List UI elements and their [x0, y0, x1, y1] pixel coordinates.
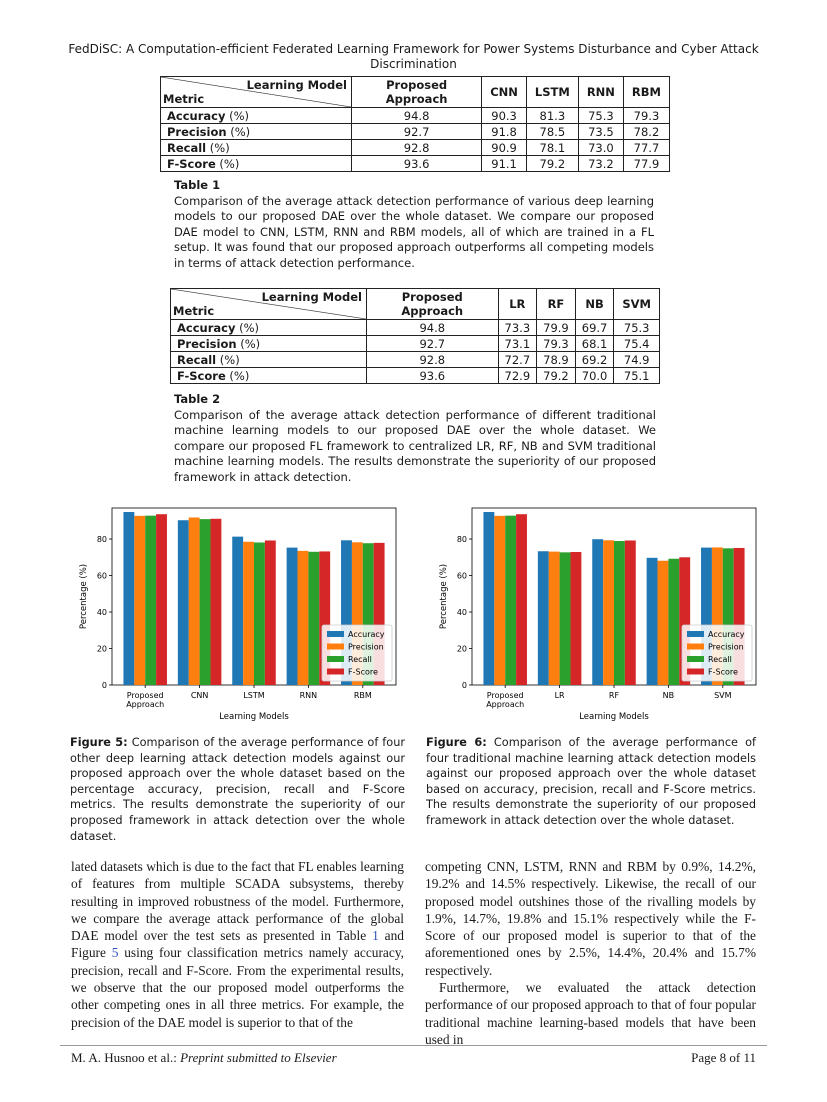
legend-swatch — [687, 669, 704, 675]
bar-recall — [145, 516, 156, 685]
value-cell: 68.1 — [575, 336, 614, 352]
y-tick-label: 80 — [456, 535, 467, 545]
x-axis-label: Learning Models — [579, 712, 649, 722]
metric-cell: Accuracy (%) — [161, 108, 352, 124]
bar-accuracy — [123, 512, 134, 685]
value-cell: 78.2 — [623, 124, 669, 140]
value-cell: 79.3 — [623, 108, 669, 124]
column-header: SVM — [614, 289, 660, 320]
column-header: LSTM — [526, 77, 578, 108]
bar-accuracy — [287, 548, 298, 685]
bar-precision — [298, 551, 309, 685]
x-tick-label: NB — [662, 691, 675, 700]
metric-cell: Accuracy (%) — [171, 320, 367, 336]
y-tick-label: 0 — [461, 681, 467, 690]
metric-cell: Recall (%) — [161, 140, 352, 156]
bar-precision — [494, 516, 505, 685]
legend-label: F-Score — [348, 667, 378, 677]
value-cell: 75.4 — [614, 336, 660, 352]
value-cell: 93.6 — [352, 156, 482, 172]
x-tick-label: RF — [608, 691, 620, 700]
bar-f-score — [265, 540, 276, 685]
table-row — [161, 108, 670, 124]
value-cell: 81.3 — [526, 108, 578, 124]
table-row — [171, 368, 660, 384]
metric-cell: Precision (%) — [161, 124, 352, 140]
table-reference-link[interactable]: 1 — [372, 928, 379, 944]
bar-recall — [200, 519, 211, 685]
table-corner: Learning Model Metric — [171, 289, 367, 320]
running-header: FedDiSC: A Computation-efficient Federated Learning Framework for Power Systems Disturbance and Cyber Attack Discrimination — [68, 42, 759, 71]
metric-cell: Precision (%) — [171, 336, 367, 352]
y-tick-label: 20 — [96, 644, 107, 654]
figure-6-caption: Figure 6: Comparison of the average performance of four traditional machine learning attack detection models against our proposed approach over the whole dataset based on accuracy, precision, recall and F-Score metrics. The results demonstrate the superiority of our proposed framework in attack detection over the whole dataset. — [426, 736, 756, 827]
y-tick-label: 60 — [96, 571, 107, 581]
table-row — [171, 336, 660, 352]
table-corner: Learning Model Metric — [161, 77, 352, 108]
table-2 — [170, 288, 660, 384]
legend-label: Recall — [708, 655, 732, 664]
value-cell: 93.6 — [367, 368, 499, 384]
y-tick-label: 20 — [456, 644, 467, 654]
value-cell: 74.9 — [614, 352, 660, 368]
table-row — [161, 156, 670, 172]
value-cell: 73.3 — [498, 320, 537, 336]
legend-label: F-Score — [708, 667, 738, 677]
bar-accuracy — [483, 512, 494, 685]
x-tick-label: LSTM — [243, 691, 265, 700]
value-cell: 94.8 — [352, 108, 482, 124]
value-cell: 69.7 — [575, 320, 614, 336]
value-cell: 78.9 — [537, 352, 576, 368]
value-cell: 91.1 — [482, 156, 527, 172]
column-header: Proposed Approach — [367, 289, 499, 320]
column-header: RF — [537, 289, 576, 320]
value-cell: 73.5 — [578, 124, 623, 140]
value-cell: 72.7 — [498, 352, 537, 368]
value-cell: 73.0 — [578, 140, 623, 156]
table-row — [161, 124, 670, 140]
y-tick-label: 0 — [101, 681, 107, 690]
value-cell: 92.7 — [352, 124, 482, 140]
value-cell: 90.3 — [482, 108, 527, 124]
x-tick-label: Proposed Approach — [126, 691, 165, 709]
value-cell: 79.2 — [537, 368, 576, 384]
table-row — [171, 352, 660, 368]
legend-swatch — [327, 669, 344, 675]
column-header: Proposed Approach — [352, 77, 482, 108]
bar-f-score — [625, 540, 636, 685]
legend-label: Precision — [708, 642, 744, 652]
bar-precision — [603, 540, 614, 685]
legend-label: Recall — [348, 655, 372, 664]
bar-precision — [243, 542, 254, 685]
value-cell: 94.8 — [367, 320, 499, 336]
value-cell: 79.3 — [537, 336, 576, 352]
value-cell: 77.7 — [623, 140, 669, 156]
metric-cell: Recall (%) — [171, 352, 367, 368]
bar-accuracy — [647, 558, 658, 685]
footer-rule — [60, 1045, 767, 1046]
bar-recall — [668, 559, 679, 685]
value-cell: 79.2 — [526, 156, 578, 172]
table-1 — [160, 76, 670, 172]
bar-recall — [308, 552, 319, 685]
legend-label: Accuracy — [708, 630, 745, 639]
metric-cell: F-Score (%) — [171, 368, 367, 384]
table-row — [171, 320, 660, 336]
body-left-column: lated datasets which is due to the fact that FL enables learning of features from multiple SCADA subsystems, thereby resulting in improved robustness of the model. Furthermore, we compare the average attack performance of the global DAE model over the test sets as presented in Table 1 and Figure 5 using four classification metrics namely accuracy, precision, recall and F-Score. From the experimental results, we observe that the our proposed model outperforms the other competing ones in all three metrics. For example, the precision of the DAE model is superior to that of the — [71, 859, 405, 1030]
body-right-column: competing CNN, LSTM, RNN and RBM by 0.9%, 14.2%, 19.2% and 14.5% respectively. Likewise, the recall of our proposed model outshines those of the rivalling models by 1.9%, 14.7%, 19.8% and 15.1% respectively while the F-Score of our proposed model is superior to that of the aforementioned ones by 2.5%, 14.4%, 20.4% and 15.7% respectively. Furthermore, we evaluated the attack detection performance of our proposed approach to that of four popular traditional machine learning-based models that have been used in — [425, 859, 756, 1047]
value-cell: 69.2 — [575, 352, 614, 368]
bar-accuracy — [538, 551, 549, 685]
x-tick-label: Proposed Approach — [486, 691, 525, 709]
x-tick-label: SVM — [714, 691, 732, 700]
value-cell: 90.9 — [482, 140, 527, 156]
bar-precision — [658, 561, 669, 685]
value-cell: 73.2 — [578, 156, 623, 172]
bar-recall — [505, 516, 516, 685]
x-axis-label: Learning Models — [219, 712, 289, 722]
bar-f-score — [210, 519, 221, 685]
legend-swatch — [327, 631, 344, 637]
table-row — [161, 140, 670, 156]
y-tick-label: 40 — [456, 608, 467, 618]
legend-swatch — [327, 656, 344, 662]
bar-f-score — [516, 514, 527, 685]
x-tick-label: RBM — [353, 691, 372, 700]
x-tick-label: RNN — [299, 691, 318, 700]
value-cell: 78.5 — [526, 124, 578, 140]
legend-swatch — [687, 644, 704, 650]
figure-6-chart — [432, 500, 767, 725]
value-cell: 79.9 — [537, 320, 576, 336]
value-cell: 75.3 — [614, 320, 660, 336]
value-cell: 91.8 — [482, 124, 527, 140]
y-tick-label: 40 — [96, 608, 107, 618]
figure-5-caption: Figure 5: Comparison of the average performance of four other deep learning attack detection models against our proposed approach over the whole dataset based on the percentage accuracy, precision, recall and F-Score metrics. The results demonstrate the superiority of our proposed framework in attack detection over the whole dataset. — [70, 736, 405, 843]
x-tick-label: LR — [554, 691, 565, 700]
figure-5-chart — [72, 500, 407, 725]
bar-recall — [614, 541, 625, 685]
bar-recall — [254, 542, 265, 685]
column-header: CNN — [482, 77, 527, 108]
legend-label: Precision — [348, 642, 384, 652]
bar-accuracy — [232, 537, 243, 685]
metric-cell: F-Score (%) — [161, 156, 352, 172]
value-cell: 73.1 — [498, 336, 537, 352]
bar-precision — [549, 552, 560, 685]
y-axis-label: Percentage (%) — [439, 563, 449, 630]
bar-accuracy — [178, 520, 189, 685]
footer-authors: M. A. Husnoo et al.: Preprint submitted to Elsevier — [71, 1050, 337, 1065]
column-header: RBM — [623, 77, 669, 108]
bar-recall — [560, 552, 571, 685]
value-cell: 75.3 — [578, 108, 623, 124]
y-tick-label: 60 — [456, 571, 467, 581]
figure-reference-link[interactable]: 5 — [111, 945, 119, 961]
bar-precision — [189, 517, 200, 685]
value-cell: 77.9 — [623, 156, 669, 172]
value-cell: 92.7 — [367, 336, 499, 352]
footer-page-number: Page 8 of 11 — [691, 1050, 756, 1065]
legend-swatch — [687, 656, 704, 662]
bar-f-score — [156, 514, 167, 685]
value-cell: 78.1 — [526, 140, 578, 156]
value-cell: 72.9 — [498, 368, 537, 384]
table-2-caption: Table 2 Comparison of the average attack detection performance of different traditional machine learning models to our proposed DAE over the whole dataset. We compare our proposed FL framework to centralized LR, RF, NB and SVM traditional machine learning models. The results demonstrate the superiority of our proposed framework in attack detection. — [174, 392, 656, 484]
y-tick-label: 80 — [96, 535, 107, 545]
bar-accuracy — [592, 539, 603, 685]
column-header: NB — [575, 289, 614, 320]
value-cell: 92.8 — [352, 140, 482, 156]
legend-swatch — [327, 644, 344, 650]
value-cell: 75.1 — [614, 368, 660, 384]
value-cell: 92.8 — [367, 352, 499, 368]
x-tick-label: CNN — [190, 691, 209, 700]
value-cell: 70.0 — [575, 368, 614, 384]
legend-swatch — [687, 631, 704, 637]
bar-f-score — [570, 552, 581, 685]
table-1-caption: Table 1 Comparison of the average attack detection performance of various deep learning models to our proposed DAE over the whole dataset. We compare our proposed DAE model to CNN, LSTM, RNN and RBM models, all of which are trained in a FL setup. It was found that our proposed approach outperforms all competing models in terms of attack detection performance. — [174, 178, 654, 270]
legend-label: Accuracy — [348, 630, 385, 639]
y-axis-label: Percentage (%) — [79, 563, 89, 630]
bar-precision — [134, 516, 145, 685]
column-header: LR — [498, 289, 537, 320]
column-header: RNN — [578, 77, 623, 108]
